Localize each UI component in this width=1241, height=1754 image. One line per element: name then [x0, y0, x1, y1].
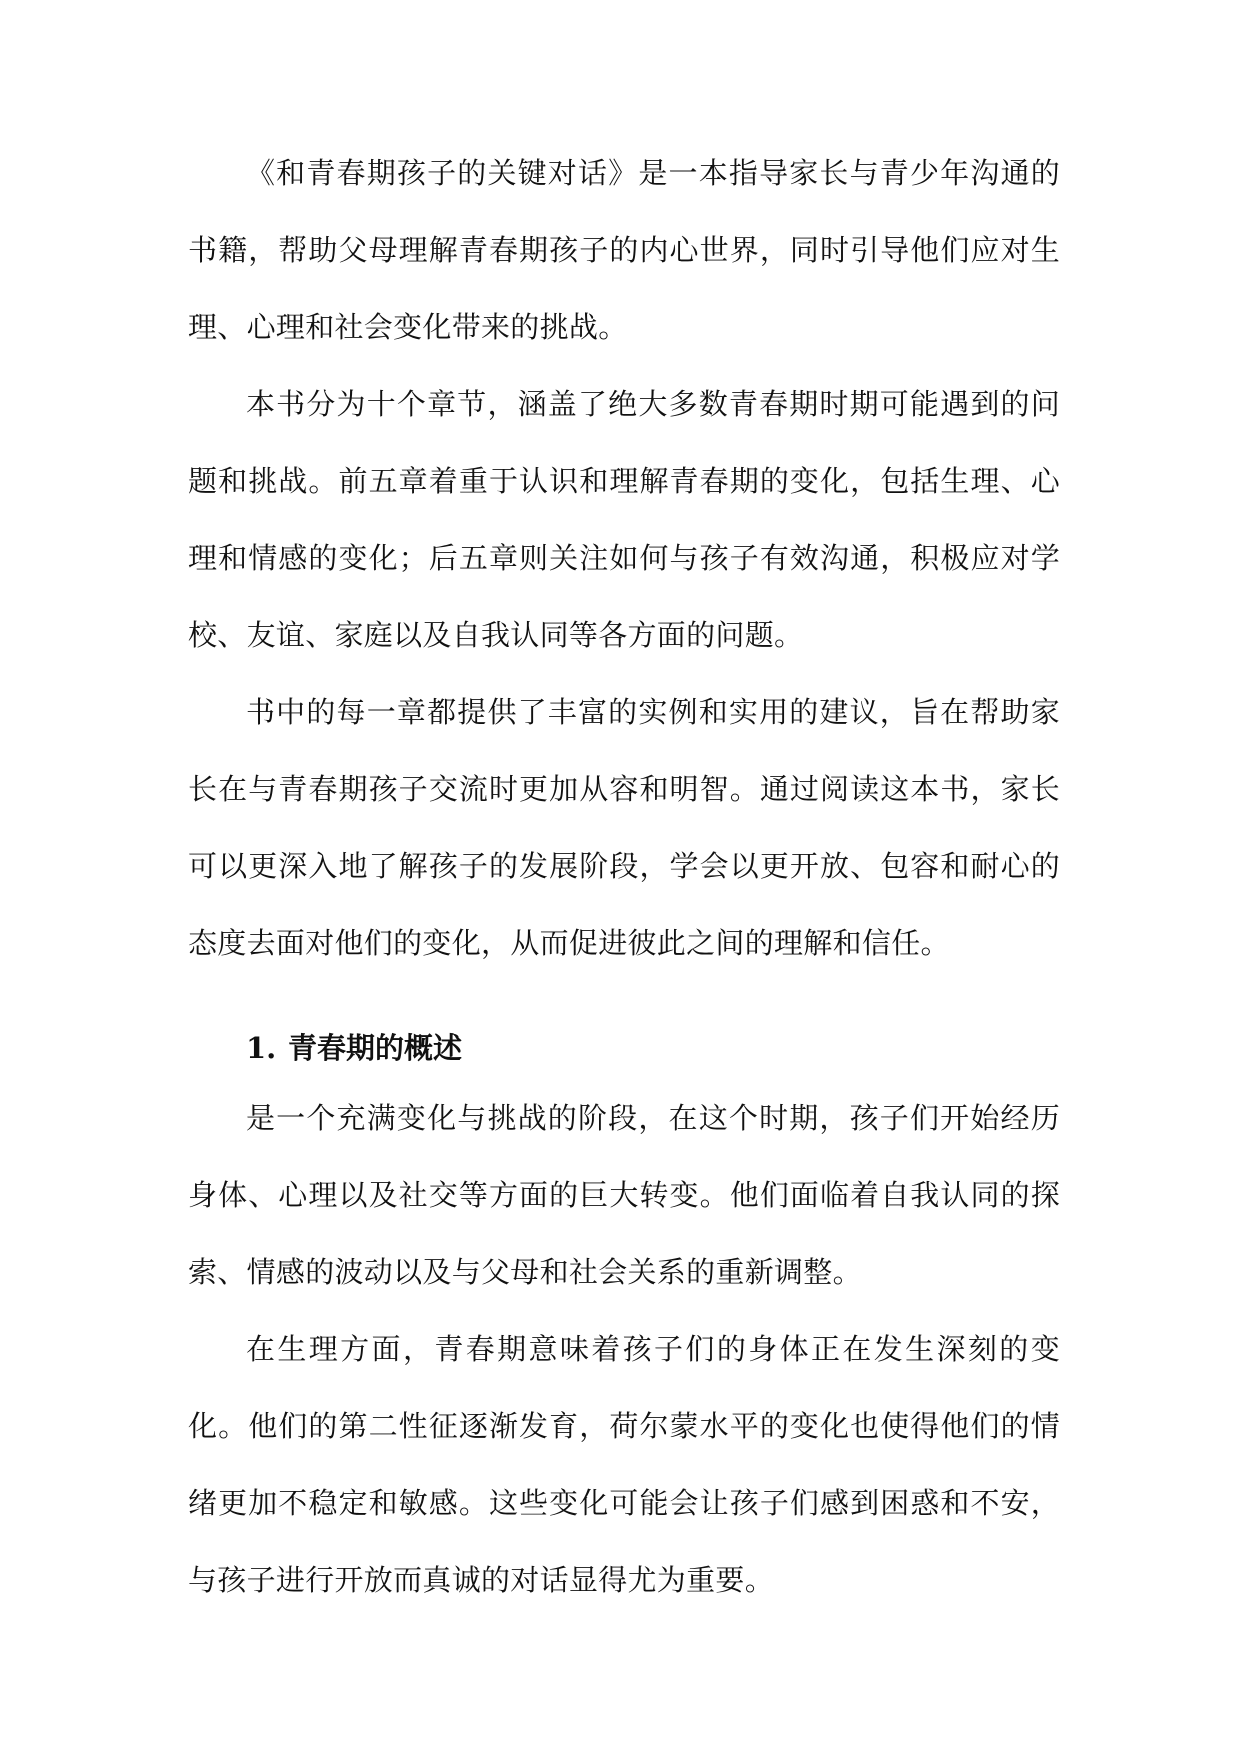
section-paragraph-2: 在生理方面，青春期意味着孩子们的身体正在发生深刻的变化。他们的第二性征逐渐发育，荷尔蒙水平的变化也使得他们的情绪更加不稳定和敏感。这些变化可能会让孩子们感到困惑和不安，与孩子进行开放而真诚的对话显得尤为重要。	[188, 1332, 1060, 1597]
intro-paragraph-3: 书中的每一章都提供了丰富的实例和实用的建议，旨在帮助家长在与青春期孩子交流时更加从容和明智。通过阅读这本书，家长可以更深入地了解孩子的发展阶段，学会以更开放、包容和耐心的态度去面对他们的变化，从而促进彼此之间的理解和信任。	[188, 695, 1060, 960]
intro-paragraph-1: 《和青春期孩子的关键对话》是一本指导家长与青少年沟通的书籍，帮助父母理解青春期孩子的内心世界，同时引导他们应对生理、心理和社会变化带来的挑战。	[188, 156, 1060, 344]
section-number: 1.	[246, 1031, 277, 1065]
document-body	[188, 135, 1060, 1619]
section-title: 青春期的概述	[288, 1031, 463, 1065]
section-paragraph-1: 是一个充满变化与挑战的阶段，在这个时期，孩子们开始经历身体、心理以及社交等方面的巨大转变。他们面临着自我认同的探索、情感的波动以及与父母和社会关系的重新调整。	[188, 1101, 1060, 1289]
section-heading	[188, 1018, 1060, 1078]
intro-paragraph-2: 本书分为十个章节，涵盖了绝大多数青春期时期可能遇到的问题和挑战。前五章着重于认识和理解青春期的变化，包括生理、心理和情感的变化；后五章则关注如何与孩子有效沟通，积极应对学校、友谊、家庭以及自我认同等各方面的问题。	[188, 387, 1060, 652]
